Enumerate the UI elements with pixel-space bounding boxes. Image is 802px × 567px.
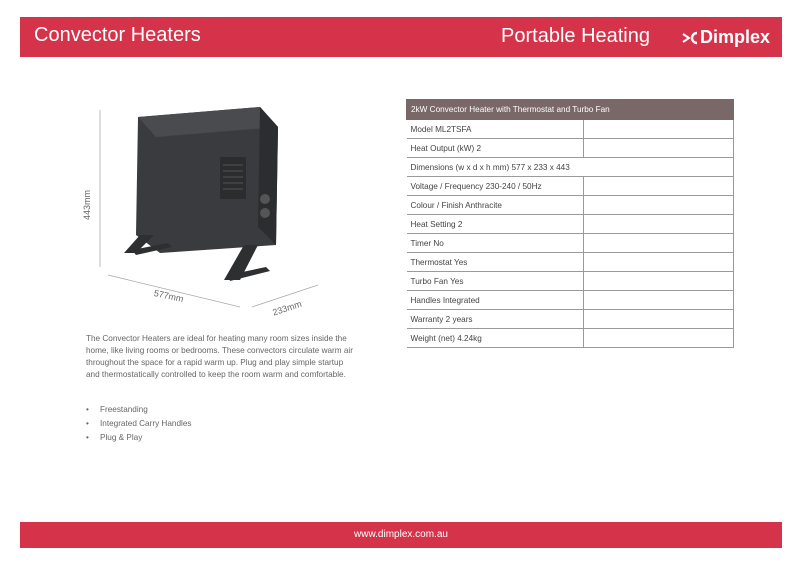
heat-setting-dial: [260, 208, 270, 218]
header-bar: [20, 17, 782, 57]
spec-row: Heat Setting 2: [407, 215, 734, 234]
spec-row: Dimensions (w x d x h mm) 577 x 233 x 443: [407, 158, 734, 177]
feature-item: • Integrated Carry Handles: [86, 417, 191, 431]
brand-logo[interactable]: [682, 27, 770, 48]
brand-name: Dimplex: [699, 27, 770, 47]
spec-row: Heat Output (kW) 2: [407, 139, 734, 158]
bullet-icon: •: [86, 419, 89, 428]
product-description: The Convector Heaters are ideal for heating many room sizes inside the home, like living rooms or bedrooms. These convectors circulate warm air throughout the space for a rapid warm up. Plug and play simple startup and thermostatically controlled to keep the room warm and comfortable.: [86, 334, 353, 379]
section-title: Portable Heating: [501, 25, 650, 47]
spec-row: Model ML2TSFA: [407, 120, 734, 139]
width-dimension-label: 577mm: [152, 288, 185, 305]
feature-item: • Freestanding: [86, 403, 191, 417]
spec-row: Weight (net) 4.24kg: [407, 329, 734, 348]
heater-side: [258, 107, 278, 245]
heater-product-image: [80, 95, 350, 325]
spec-table-title: 2kW Convector Heater with Thermostat and Turbo Fan: [407, 100, 734, 120]
spec-row: Timer No: [407, 234, 734, 253]
spec-row: Turbo Fan Yes: [407, 272, 734, 291]
footer-bar: [20, 522, 782, 548]
bullet-icon: •: [86, 405, 89, 414]
bullet-icon: •: [86, 433, 89, 442]
feature-item: • Plug & Play: [86, 431, 191, 445]
thermostat-dial: [260, 194, 270, 204]
heater-vent-grille: [220, 157, 246, 199]
spec-row: Thermostat Yes: [407, 253, 734, 272]
dimplex-mark-icon: [682, 31, 698, 45]
spec-table: [406, 99, 734, 348]
website-link[interactable]: www.dimplex.com.au: [354, 529, 448, 540]
depth-dimension-label: 233mm: [271, 298, 303, 318]
category-title: Convector Heaters: [34, 24, 201, 46]
height-dimension-label: 443mm: [82, 189, 92, 221]
spec-row: Voltage / Frequency 230-240 / 50Hz: [407, 177, 734, 196]
spec-row: Warranty 2 years: [407, 310, 734, 329]
spec-row: Handles Integrated: [407, 291, 734, 310]
feature-list: [86, 403, 191, 445]
spec-row: Colour / Finish Anthracite: [407, 196, 734, 215]
